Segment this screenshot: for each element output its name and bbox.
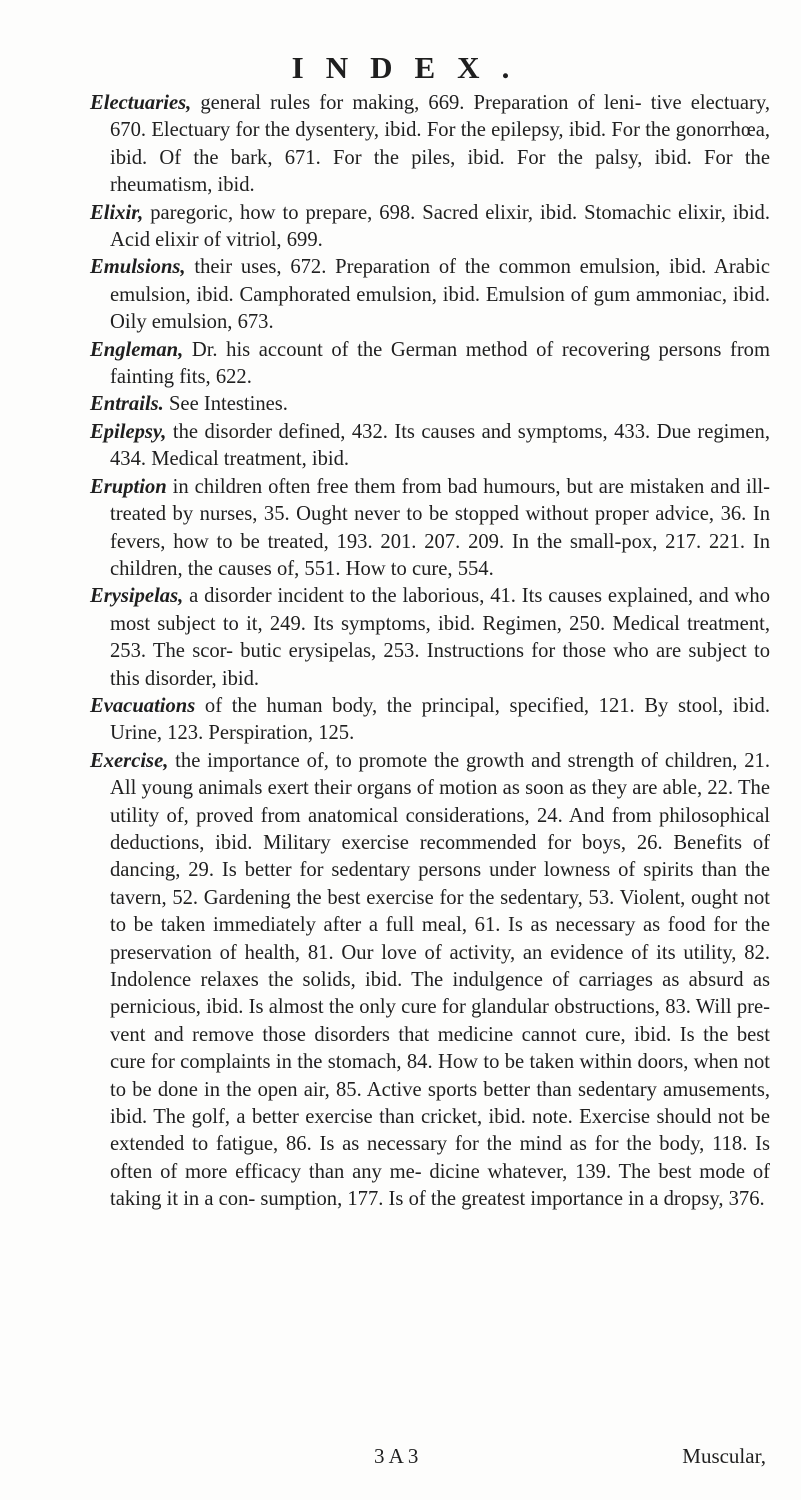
entry-text: general rules for making, 669. Preparation of leni- tive electuary, 670. Electuary for the dysentery, ibid. For the epilepsy, ibid. For the gonorrhœa, ibid. Of the bark, 671. For the piles, ibid. For the palsy, ibid. For the rheumatism, ibid. (110, 92, 770, 197)
index-entry (90, 748, 770, 1214)
entry-text: the disorder defined, 432. Its causes and symptoms, 433. Due regimen, 434. Medical treatment, ibid. (110, 420, 770, 471)
entry-text: in children often free them from bad humours, but are mistaken and ill-treated by nurses, 35. Ought never to be stopped without proper advice, 36. In fevers, how to be treated, 193. 201. 207. 209. In the small-pox, 217. 221. In children, the causes of, 551. How to cure, 554. (110, 475, 770, 580)
entry-term: Elixir, (90, 201, 144, 224)
index-entry (90, 474, 770, 584)
entry-term: Exercise, (90, 749, 169, 772)
entry-text: the importance of, to promote the growth and strength of children, 21. All young animals exert their organs of motion as soon as they are able, 22. The utility of, proved from anatomical considerations, 24. And from philosophical deductions, ibid. Military exercise recommended for boys, 26. Benefits of dancing, 29. Is better for sedentary persons under lowness of spirits than the tavern, 52. Gardening the best exercise for the sedentary, 53. Violent, ought not to be taken immediately after a full meal, 61. Is as necessary as food for the preservation of health, 81. Our love of activity, an evidence of its utility, 82. Indolence relaxes the solids, ibid. The indulgence of carriages as absurd as pernicious, ibid. Is almost the only cure for glandular obstructions, 83. Will pre- vent and remove those disorders that medicine cannot cure, ibid. Is the best cure for complaints in the stomach, 84. How to be taken within doors, when not to be done in the open air, 85. Active sports better than sedentary amusements, ibid. The golf, a better exercise than cricket, ibid. note. Exercise should not be extended to fatigue, 86. Is as necessary for the mind as for the body, 118. Is often of more efficacy than any me- dicine whatever, 139. The best mode of taking it in a con- sumption, 177. Is of the greatest importance in a dropsy, 376. (110, 749, 770, 1211)
entry-text: a disorder incident to the laborious, 41. Its causes explained, and who most subject to it, 249. Its symptoms, ibid. Regimen, 250. Medical treatment, 253. The scor- butic erysipelas, 253. Instructions for those who are subject to this disorder, ibid. (110, 585, 770, 690)
entry-term: Electuaries, (90, 92, 192, 114)
signature-mark: 3 A 3 (374, 1444, 419, 1468)
entry-term: Entrails. (90, 393, 164, 416)
index-entries (90, 90, 770, 1214)
index-entry (90, 337, 770, 392)
entry-term: Emulsions, (90, 256, 186, 279)
index-entry (90, 583, 770, 693)
index-entry (90, 391, 770, 418)
entry-term: Epilepsy, (90, 420, 167, 443)
entry-text: their uses, 672. Preparation of the common emulsion, ibid. Arabic emulsion, ibid. Camphorated emulsion, ibid. Emulsion of gum ammoniac, ibid. Oily emulsion, 673. (110, 256, 770, 334)
entry-text: See Intestines. (163, 393, 288, 416)
index-entry (90, 419, 770, 474)
index-entry (90, 254, 770, 336)
entry-term: Eruption (90, 475, 167, 498)
entry-text: of the human body, the principal, specified, 121. By stool, ibid. Urine, 123. Perspiration, 125. (110, 694, 770, 745)
page-footer (90, 1444, 770, 1474)
catchword: Muscular, (682, 1444, 766, 1468)
entry-text: Dr. his account of the German method of recovering persons from fainting fits, 622. (110, 338, 770, 389)
entry-term: Engleman, (90, 338, 184, 361)
entry-text: paregoric, how to prepare, 698. Sacred elixir, ibid. Stomachic elixir, ibid. Acid elixir of vitriol, 699. (110, 201, 770, 252)
index-entry (90, 200, 770, 255)
index-entry (90, 693, 770, 748)
page-title: INDEX. (291, 50, 532, 85)
index-entry (90, 90, 770, 200)
entry-term: Erysipelas, (90, 585, 184, 608)
entry-term: Evacuations (90, 694, 196, 717)
